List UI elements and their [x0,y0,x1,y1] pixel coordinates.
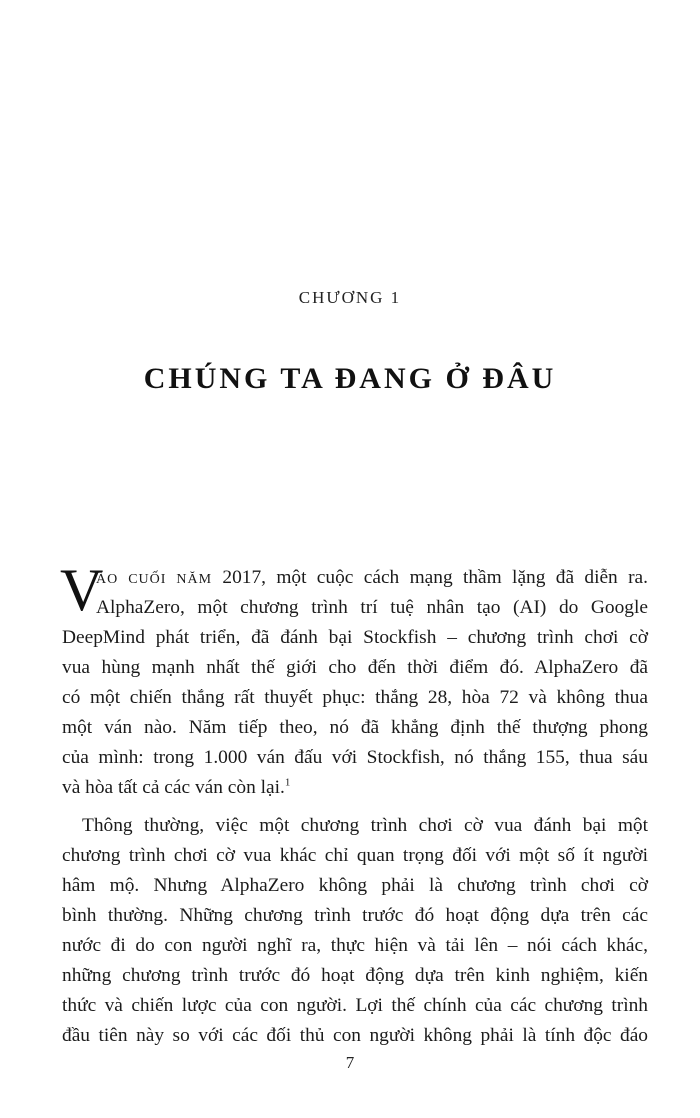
chapter-body [60,557,648,1051]
page-number: 7 [345,1053,355,1072]
footnote-marker[interactable]: 1 [284,776,291,789]
paragraph-1-line-4: vua hùng mạnh nhất thế giới cho đến thời điểm đó. AlphaZero đã [62,657,648,678]
paragraph-1-line-8 [62,773,648,803]
line-text: và hòa tất cả các ván còn lại. [62,777,285,798]
chapter-label: CHƯƠNG 1 [298,288,402,307]
paragraph-2 [62,811,648,1051]
paragraph-2-line-1: Thông thường, việc một chương trình chơi cờ vua đánh bại một [82,815,648,836]
drop-cap: V [60,557,104,623]
paragraph-1-line-2: AlphaZero, một chương trình trí tuệ nhân tạo (AI) do Google [96,597,648,618]
paragraph-2-line-7: thức và chiến lược của con người. Lợi thế chính của các chương trình [62,995,648,1016]
paragraph-1-line-6: một ván nào. Năm tiếp theo, nó đã khẳng định thế thượng phong [62,717,648,738]
paragraph-2-line-3: hâm mộ. Nhưng AlphaZero không phải là chương trình chơi cờ [62,875,648,896]
paragraph-2-line-8: đầu tiên này so với các đối thủ con người không phải là tính độc đáo [62,1025,648,1046]
paragraph-2-line-4: bình thường. Những chương trình trước đó hoạt động dựa trên các [62,905,648,926]
line-text: 2017, một cuộc cách mạng thầm lặng đã diễn ra. [212,567,648,588]
paragraph-1-line-3: DeepMind phát triển, đã đánh bại Stockfish – chương trình chơi cờ [62,627,648,648]
paragraph-1-line-7: của mình: trong 1.000 ván đấu với Stockfish, nó thắng 155, thua sáu [62,747,648,768]
paragraph-1-line-5: có một chiến thắng rất thuyết phục: thắng 28, hòa 72 và không thua [62,687,648,708]
paragraph-2-line-2: chương trình chơi cờ vua khác chỉ quan trọng đối với một số ít người [62,845,648,866]
paragraph-1 [60,557,648,803]
chapter-title: CHÚNG TA ĐANG Ở ĐÂU [143,362,557,395]
paragraph-2-line-5: nước đi do con người nghĩ ra, thực hiện và tải lên – nói cách khác, [62,935,648,956]
paragraph-2-line-6: những chương trình trước đó hoạt động dựa trên kinh nghiệm, kiến [62,965,648,986]
small-caps-lead: ÀO CUỐI NĂM [96,572,213,587]
